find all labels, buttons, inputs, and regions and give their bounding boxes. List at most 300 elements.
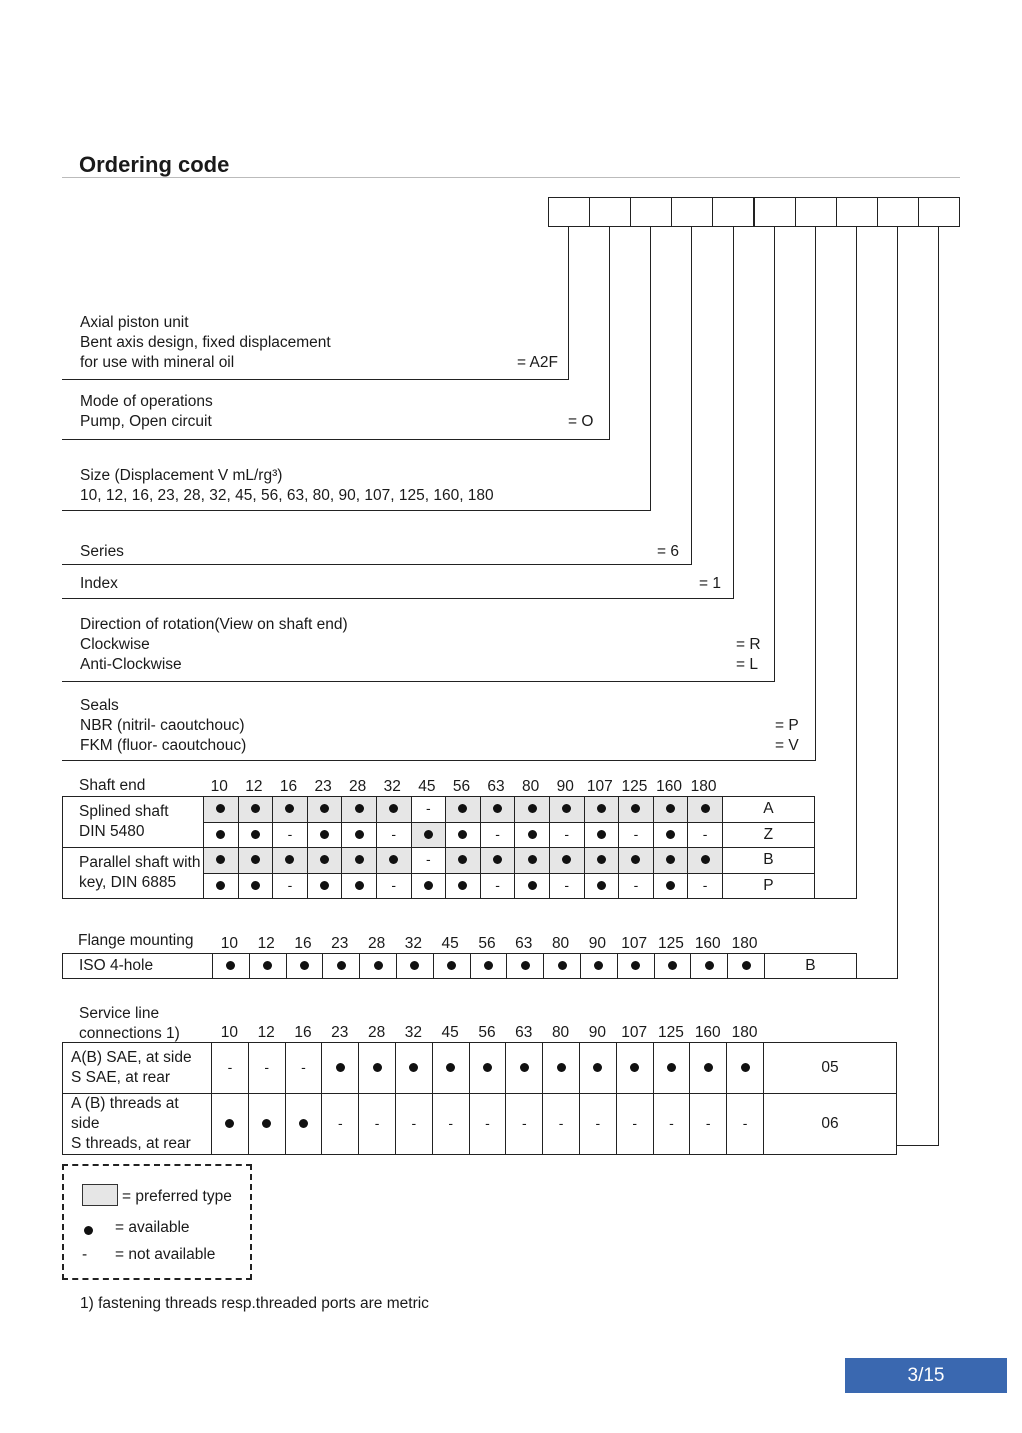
code-box [630,197,672,227]
flange-cell [433,954,470,979]
available-dot-icon [458,881,467,890]
service-cell [248,1043,285,1094]
size-label: 125 [658,1024,684,1041]
shaft-cell [480,873,515,899]
shaft-cell [619,797,654,823]
available-dot-icon [701,855,710,864]
service-cell [616,1043,653,1094]
rotation-code1: = R [736,636,761,653]
service-cell [506,1094,543,1155]
connector-vertical [897,227,898,979]
size-label: 16 [294,935,312,952]
size-label: 10 [210,778,228,795]
shaft-table [62,796,815,899]
code-box [671,197,713,227]
flange-cell [507,954,544,979]
flange-cell [691,954,728,979]
available-dot-icon [557,1063,566,1072]
code-box [548,197,590,227]
size-label: 160 [656,778,682,795]
connector-vertical [650,227,651,511]
service-heading1: Service line [79,1005,160,1022]
shaft-code: A [722,797,814,823]
shaft-cell [446,797,481,823]
shaft-cell [549,873,584,899]
available-dot-icon [225,1119,234,1128]
shaft-row-label: Parallel shaft with key, DIN 6885 [63,848,204,899]
shaft-cell [204,822,239,848]
not-available-dash: - [264,1059,270,1075]
not-available-dash: - [495,876,500,893]
code-box [918,197,960,227]
available-dot-icon [484,961,493,970]
connector-horizontal [814,898,857,899]
page-title: Ordering code [79,152,230,177]
available-dot-icon [668,961,677,970]
available-dot-icon [216,855,225,864]
connector-horizontal [896,1145,939,1146]
available-dot-icon [299,1119,308,1128]
shaft-cell [376,848,411,874]
available-dot-icon [701,804,710,813]
available-dot-icon [597,855,606,864]
shaft-cell [688,822,723,848]
service-cell [579,1094,616,1155]
service-cell [285,1043,322,1094]
flange-cell [654,954,691,979]
not-available-dash: - [669,1115,674,1131]
shaft-cell [342,797,377,823]
shaft-cell [342,848,377,874]
rotation-line1: Clockwise [80,636,150,653]
available-dot-icon [483,1063,492,1072]
size-label: 125 [621,778,648,795]
size-label: 56 [478,1024,496,1041]
shaft-size-header [202,777,721,797]
available-dot-icon [493,855,502,864]
available-dot-icon [597,881,606,890]
shaft-cell [584,848,619,874]
shaft-cell [307,797,342,823]
seals-code2: = V [775,737,799,754]
shaft-cell [376,797,411,823]
available-dot-icon [521,961,530,970]
code-box [877,197,919,227]
shaft-cell [653,848,688,874]
service-cell [395,1094,432,1155]
available-dot-icon [320,830,329,839]
available-dot-icon [251,881,260,890]
available-dot-icon [597,830,606,839]
axial-line2: for use with mineral oil [80,354,235,371]
service-cell [653,1043,690,1094]
code-box [836,197,878,227]
service-cell [395,1043,432,1094]
available-dot-icon [742,961,751,970]
code-box [589,197,631,227]
size-label: 56 [452,778,471,795]
shaft-cell [307,848,342,874]
connector-horizontal [855,978,898,979]
code-box [795,197,837,227]
not-available-dash: - [564,825,570,842]
shaft-cell [446,873,481,899]
service-cell [359,1043,396,1094]
available-dot-icon [594,961,603,970]
size-label: 180 [731,1024,758,1041]
not-available-dash: - [287,825,293,842]
shaft-cell [480,797,515,823]
not-available-dash: - [337,1115,343,1131]
shaft-cell [515,848,550,874]
size-label: 32 [404,935,422,952]
legend-dot-icon [84,1226,93,1235]
shaft-cell [204,797,239,823]
available-dot-icon [263,961,272,970]
seals-line1: NBR (nitril- caoutchouc) [80,717,245,734]
not-available-dash: - [287,876,293,893]
shaft-code: P [722,873,814,899]
available-dot-icon [446,1063,455,1072]
size-label: 160 [694,1024,721,1041]
available-dot-icon [447,961,456,970]
available-dot-icon [562,804,571,813]
service-cell [690,1043,727,1094]
size-label: 180 [731,935,758,952]
available-dot-icon [458,804,467,813]
available-dot-icon [373,1063,382,1072]
not-available-dash: - [301,1059,306,1075]
preferred-swatch [82,1184,118,1206]
code-box [712,197,754,227]
service-cell [322,1094,359,1155]
size-label: 56 [478,935,496,952]
shaft-cell [446,848,481,874]
table-row [63,1094,897,1155]
size-label: 107 [621,935,648,952]
footnote: 1) fastening threads resp.threaded ports are metric [80,1295,429,1312]
size-label: 10 [220,935,239,952]
shaft-cell [238,873,273,899]
not-available-dash: - [227,1059,233,1075]
seals-line2: FKM (fluor- caoutchouc) [80,737,247,754]
shaft-cell [273,797,308,823]
available-dot-icon [226,961,235,970]
service-cell [653,1094,690,1155]
table-row [63,954,857,979]
available-dot-icon [262,1119,271,1128]
not-available-dash: - [495,825,500,842]
available-dot-icon [593,1063,602,1072]
index-code: = 1 [699,575,721,592]
connector-horizontal [62,439,610,440]
available-dot-icon [355,855,364,864]
flange-cell [544,954,581,979]
shaft-cell [549,822,584,848]
connector-horizontal [62,564,692,565]
shaft-cell [653,873,688,899]
size-label: 32 [404,1024,422,1041]
available-dot-icon [251,804,260,813]
service-cell [285,1094,322,1155]
shaft-cell [549,797,584,823]
index-heading: Index [80,575,118,592]
legend-dash-icon: - [82,1246,88,1263]
rotation-heading: Direction of rotation(View on shaft end) [80,616,348,633]
connector-horizontal [62,681,775,682]
available-dot-icon [705,961,714,970]
seals-heading: Seals [80,697,119,714]
connector-vertical [938,227,939,1146]
not-available-dash: - [633,825,639,842]
size-label: 12 [257,935,275,952]
not-available-dash: - [742,1115,748,1131]
service-code: 06 [763,1094,896,1155]
not-available-dash: - [411,1115,417,1131]
flange-cell [286,954,323,979]
service-cell [322,1043,359,1094]
shaft-cell [619,873,654,899]
series-code: = 6 [657,543,679,560]
size-label: 10 [220,1024,239,1041]
flange-cell [360,954,397,979]
flange-cell [728,954,765,979]
service-row-label: A(B) SAE, at side S SAE, at rear [63,1043,212,1094]
size-heading: Size (Displacement V mL/rg³) [80,467,283,484]
size-label: 63 [515,935,533,952]
available-dot-icon [520,1063,529,1072]
available-dot-icon [409,1063,418,1072]
flange-cell [617,954,654,979]
shaft-cell [411,797,446,823]
connector-vertical [815,227,816,761]
service-cell [359,1094,396,1155]
available-dot-icon [410,961,419,970]
table-row [63,1043,897,1094]
not-available-dash: - [426,800,431,817]
service-cell [212,1043,249,1094]
size-label: 80 [551,1024,570,1041]
size-label: 125 [658,935,684,952]
mode-heading: Mode of operations [80,393,213,410]
service-code: 05 [763,1043,896,1094]
shaft-cell [515,797,550,823]
shaft-cell [619,822,654,848]
not-available-dash: - [391,825,397,842]
available-dot-icon [355,804,364,813]
size-label: 90 [588,1024,606,1041]
mode-line1: Pump, Open circuit [80,413,212,430]
not-available-dash: - [558,1115,564,1131]
flange-cell [470,954,507,979]
available-dot-icon [741,1063,750,1072]
available-dot-icon [704,1063,713,1072]
available-dot-icon [320,881,329,890]
size-label: 23 [331,1024,349,1041]
available-dot-icon [558,961,567,970]
available-dot-icon [562,855,571,864]
size-label: 45 [441,935,459,952]
seals-code1: = P [775,717,799,734]
rotation-code2: = L [736,656,758,673]
service-cell [432,1043,469,1094]
size-label: 107 [586,778,613,795]
service-cell [506,1043,543,1094]
shaft-cell [204,848,239,874]
available-dot-icon [320,855,329,864]
shaft-cell [480,848,515,874]
size-label: 45 [441,1024,459,1041]
available-dot-icon [355,881,364,890]
available-dot-icon [285,855,294,864]
available-dot-icon [458,830,467,839]
shaft-cell [238,848,273,874]
legend-preferred: = preferred type [122,1188,232,1205]
service-cell [727,1094,764,1155]
available-dot-icon [355,830,364,839]
shaft-cell [411,822,446,848]
available-dot-icon [216,830,225,839]
size-label: 80 [551,935,570,952]
table-row [63,797,815,823]
shaft-code: Z [722,822,814,848]
shaft-cell [653,822,688,848]
available-dot-icon [630,1063,639,1072]
available-dot-icon [597,804,606,813]
connector-vertical [568,227,569,380]
flange-row-label: ISO 4-hole [63,954,213,979]
shaft-cell [238,797,273,823]
service-size-header [211,1023,763,1043]
service-table [62,1042,897,1155]
mode-code: = O [568,413,594,430]
size-label: 28 [367,935,386,952]
size-label: 80 [522,778,540,795]
available-dot-icon [389,804,398,813]
flange-size-header [211,934,763,954]
available-dot-icon [424,881,433,890]
service-cell [212,1094,249,1155]
available-dot-icon [336,1063,345,1072]
size-label: 63 [487,778,505,795]
available-dot-icon [631,961,640,970]
available-dot-icon [374,961,383,970]
shaft-cell [376,873,411,899]
page-number: 3/15 [845,1358,1007,1393]
service-cell [432,1094,469,1155]
size-label: 160 [694,935,721,952]
rotation-line2: Anti-Clockwise [80,656,182,673]
connector-vertical [733,227,734,599]
shaft-cell [688,797,723,823]
size-label: 63 [515,1024,533,1041]
shaft-cell [480,822,515,848]
shaft-code: B [722,848,814,874]
size-label: 28 [367,1024,386,1041]
not-available-dash: - [702,825,708,842]
connector-horizontal [62,760,816,761]
size-line1: 10, 12, 16, 23, 28, 32, 45, 56, 63, 80, 90, 107, 125, 160, 180 [80,487,494,504]
axial-heading: Axial piston unit [80,314,189,331]
size-label: 12 [245,778,263,795]
service-cell [469,1094,506,1155]
connector-vertical [774,227,775,682]
shaft-cell [342,822,377,848]
shaft-cell [238,822,273,848]
available-dot-icon [458,855,467,864]
axial-line1: Bent axis design, fixed displacement [80,334,331,351]
shaft-cell [584,873,619,899]
size-label: 32 [383,778,401,795]
shaft-cell [307,873,342,899]
series-heading: Series [80,543,124,560]
available-dot-icon [389,855,398,864]
legend-not-available: = not available [115,1246,216,1263]
connector-vertical [856,227,857,899]
not-available-dash: - [448,1115,454,1131]
available-dot-icon [666,855,675,864]
not-available-dash: - [595,1115,601,1131]
service-cell [543,1094,580,1155]
available-dot-icon [216,881,225,890]
shaft-cell [688,848,723,874]
shaft-cell [619,848,654,874]
flange-cell [213,954,250,979]
available-dot-icon [493,804,502,813]
size-label: 16 [294,1024,312,1041]
service-cell [690,1094,727,1155]
available-dot-icon [528,881,537,890]
shaft-cell [204,873,239,899]
shaft-cell [549,848,584,874]
shaft-cell [411,873,446,899]
available-dot-icon [300,961,309,970]
shaft-cell [307,822,342,848]
connector-vertical [691,227,692,565]
legend-available: = available [115,1219,190,1236]
not-available-dash: - [702,876,708,893]
not-available-dash: - [521,1115,527,1131]
shaft-cell [688,873,723,899]
shaft-cell [376,822,411,848]
size-label: 23 [331,935,349,952]
service-cell [248,1094,285,1155]
connector-horizontal [62,379,569,380]
available-dot-icon [666,881,675,890]
not-available-dash: - [705,1115,711,1131]
legend-box [62,1164,252,1280]
not-available-dash: - [485,1115,490,1131]
not-available-dash: - [633,876,639,893]
code-box [754,197,796,227]
available-dot-icon [528,804,537,813]
service-cell [616,1094,653,1155]
available-dot-icon [424,830,433,839]
available-dot-icon [216,804,225,813]
size-label: 23 [314,778,332,795]
service-cell [469,1043,506,1094]
available-dot-icon [666,830,675,839]
flange-cell [580,954,617,979]
service-cell [543,1043,580,1094]
shaft-cell [411,848,446,874]
shaft-row-label: Splined shaft DIN 5480 [63,797,204,848]
size-label: 107 [621,1024,648,1041]
not-available-dash: - [632,1115,637,1131]
available-dot-icon [631,855,640,864]
available-dot-icon [285,804,294,813]
title-rule [62,177,960,178]
